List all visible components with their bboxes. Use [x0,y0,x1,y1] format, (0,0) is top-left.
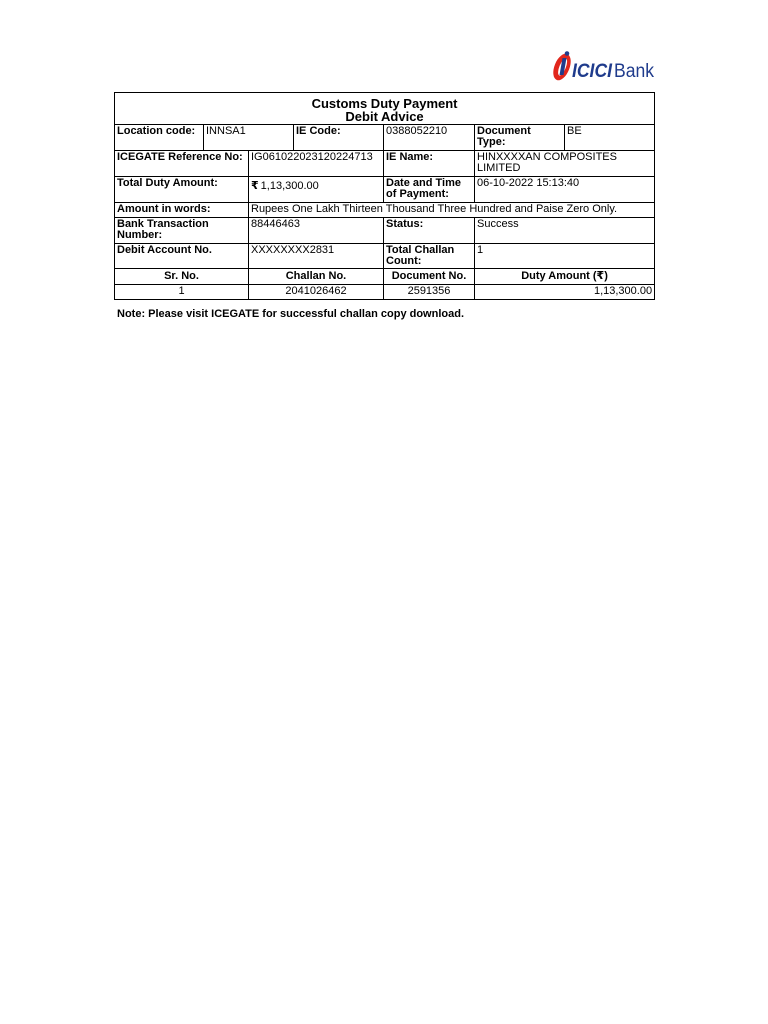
ie-name-value: HINXXXXAN COMPOSITES LIMITED [475,151,655,177]
info-row-words [115,203,655,218]
total-duty-value: 1,13,300.00 [260,180,319,192]
amount-words-value: Rupees One Lakh Thirteen Thousand Three Hundred and Paise Zero Only. [249,203,655,218]
debit-account-label: Debit Account No. [115,244,249,269]
cell-challan-no: 2041026462 [249,285,384,300]
table-row [115,285,655,300]
title-row [115,93,655,125]
payment-datetime-label: Date and Time of Payment: [384,177,475,203]
status-value: Success [475,218,655,244]
amount-words-label: Amount in words: [115,203,249,218]
document-title: Customs Duty Payment [311,96,458,111]
info-row-location [115,125,655,151]
icegate-reference-value: IG061022023120224713 [249,151,384,177]
challan-header-row [115,269,655,285]
info-row-account [115,244,655,269]
logo-wordmark-icici: ICICI [572,61,613,82]
header-challan-no: Challan No. [249,269,384,285]
challan-count-value: 1 [475,244,655,269]
header-sr-no: Sr. No. [115,269,249,285]
bank-transaction-value: 88446463 [249,218,384,244]
header-duty-amount: Duty Amount (₹) [475,269,655,285]
logo-wordmark-bank: Bank [614,61,655,82]
cell-duty-amount: 1,13,300.00 [475,285,655,300]
document-type-label: Document Type: [475,125,565,151]
debit-advice-document [114,92,655,300]
download-note: Note: Please visit ICEGATE for successful challan copy download. [117,308,464,320]
total-duty-label: Total Duty Amount: [115,177,249,203]
document-subtitle: Debit Advice [345,109,424,124]
cell-sr-no: 1 [115,285,249,300]
document-type-value: BE [565,125,655,151]
ie-name-label: IE Name: [384,151,475,177]
location-code-label: Location code: [115,125,204,151]
ie-code-value: 0388052210 [384,125,475,151]
challan-count-label: Total Challan Count: [384,244,475,269]
debit-advice-table [114,92,655,300]
document-title-cell [115,93,655,125]
info-row-icegate [115,151,655,177]
location-code-value: INNSA1 [204,125,294,151]
icegate-reference-label: ICEGATE Reference No: [115,151,249,177]
icici-logo-icon [550,44,656,86]
ie-code-label: IE Code: [294,125,384,151]
info-row-transaction [115,218,655,244]
icici-bank-logo [550,44,656,86]
info-row-duty [115,177,655,203]
payment-datetime-value: 06-10-2022 15:13:40 [475,177,655,203]
total-duty-value-cell [249,177,384,203]
status-label: Status: [384,218,475,244]
header-document-no: Document No. [384,269,475,285]
cell-document-no: 2591356 [384,285,475,300]
debit-account-value: XXXXXXXX2831 [249,244,384,269]
rupee-icon: ₹ [251,180,259,192]
bank-transaction-label: Bank Transaction Number: [115,218,249,244]
